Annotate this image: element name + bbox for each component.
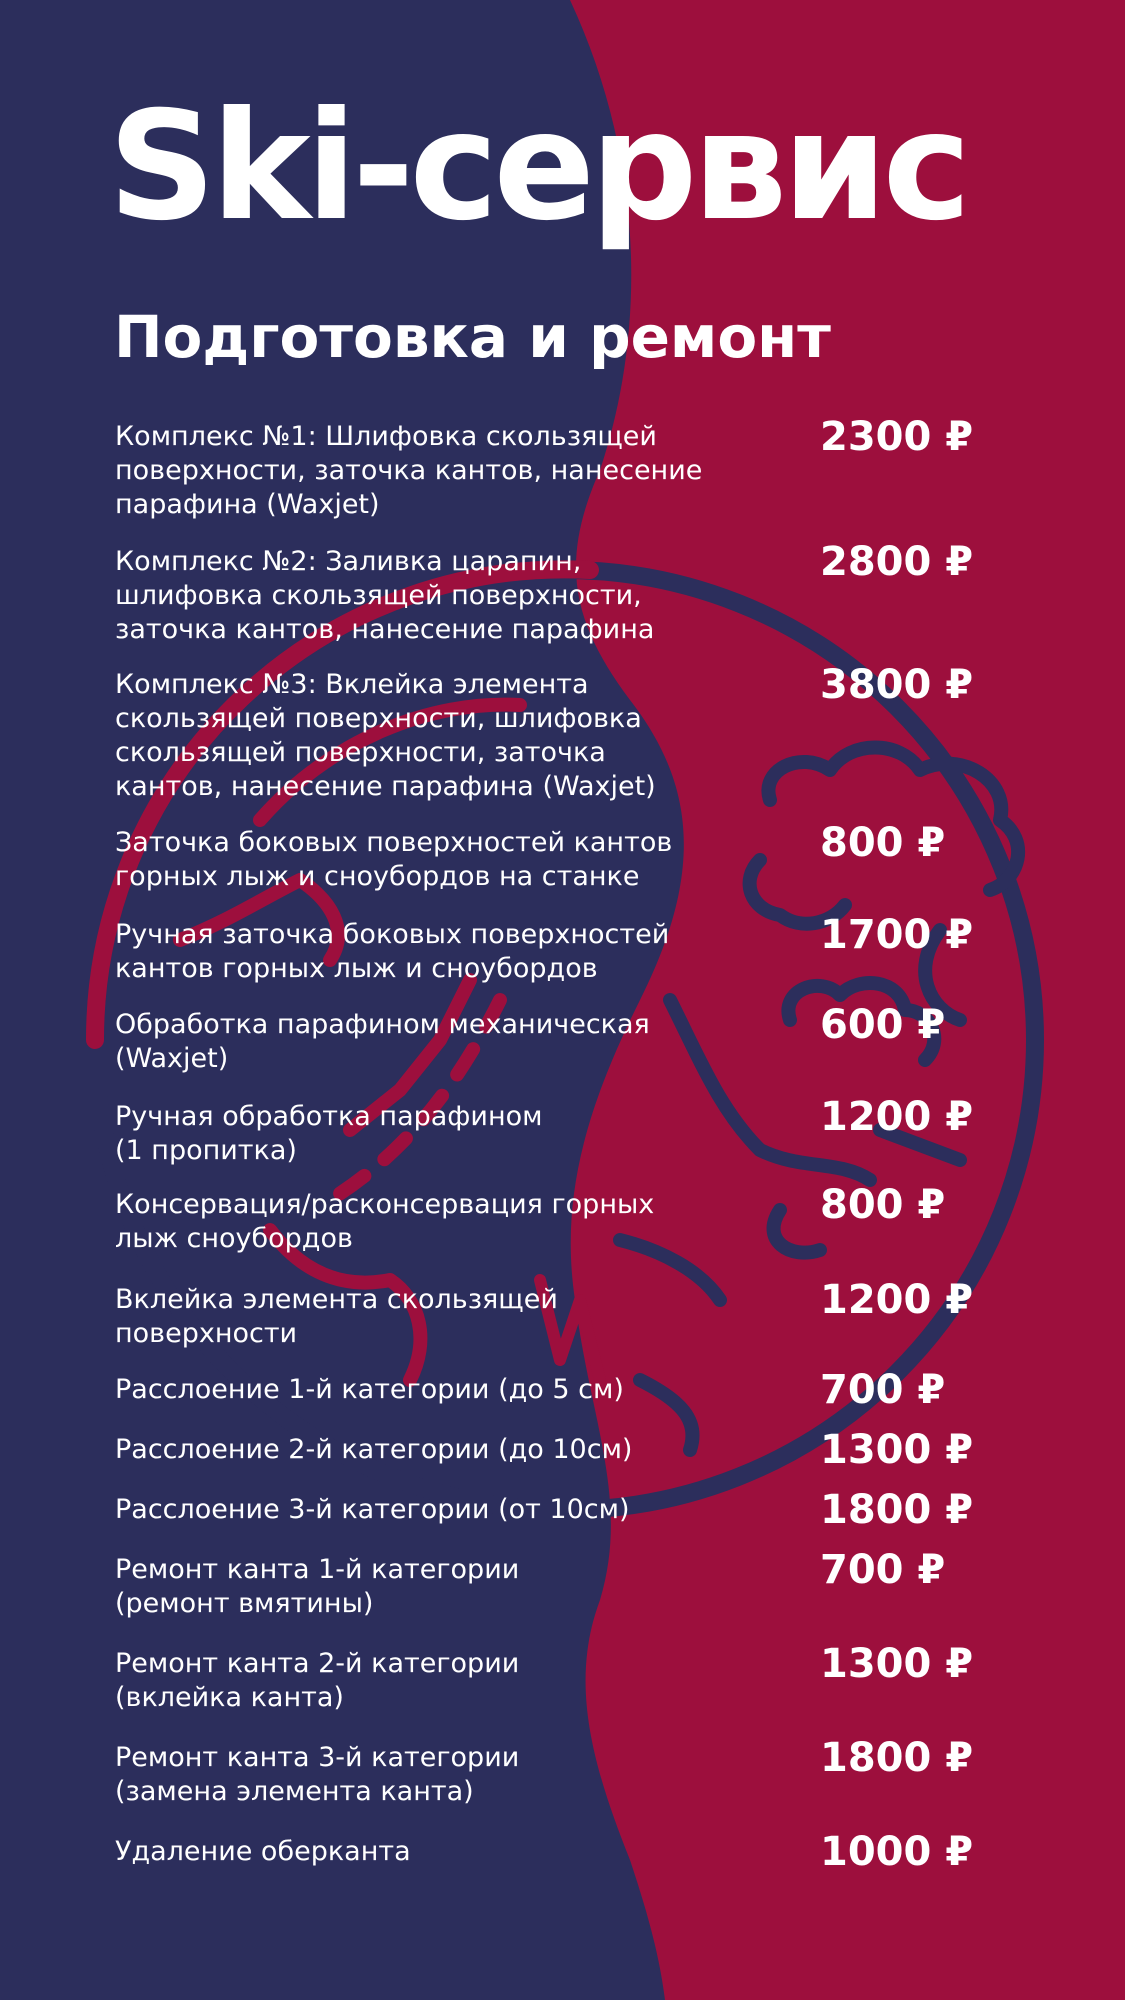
service-price: 1800 ₽ <box>820 1487 974 1533</box>
service-description: Ручная заточка боковых поверхностей кантов горных лыж и сноубордов <box>115 919 670 984</box>
service-price: 1800 ₽ <box>820 1735 974 1781</box>
service-description: Расслоение 2-й категории (до 10см) <box>115 1434 633 1465</box>
service-price: 3800 ₽ <box>820 662 974 708</box>
service-description: Комплекс №2: Заливка царапин, шлифовка скользящей поверхности, заточка кантов, нанесение парафина <box>115 546 655 645</box>
service-description: Заточка боковых поверхностей кантов горных лыж и сноубордов на станке <box>115 827 673 892</box>
service-description: Удаление оберканта <box>115 1836 411 1867</box>
service-description: Ремонт канта 2-й категории (вклейка канта) <box>115 1648 520 1713</box>
service-price: 1300 ₽ <box>820 1641 974 1687</box>
service-description: Обработка парафином механическая (Waxjet) <box>115 1009 650 1074</box>
service-price: 2800 ₽ <box>820 539 974 585</box>
service-description: Консервация/расконсервация горных лыж сноубордов <box>115 1189 655 1254</box>
service-description: Ремонт канта 3-й категории (замена элемента канта) <box>115 1742 520 1807</box>
service-price: 800 ₽ <box>820 820 946 866</box>
service-price: 1200 ₽ <box>820 1094 974 1140</box>
service-price: 800 ₽ <box>820 1182 946 1228</box>
section-subtitle: Подготовка и ремонт <box>114 303 831 371</box>
service-price: 1300 ₽ <box>820 1427 974 1473</box>
service-price: 1000 ₽ <box>820 1829 974 1875</box>
service-price: 600 ₽ <box>820 1002 946 1048</box>
service-description: Ремонт канта 1-й категории (ремонт вмятины) <box>115 1554 520 1619</box>
service-description: Комплекс №1: Шлифовка скользящей поверхности, заточка кантов, нанесение парафина (Waxjet) <box>115 421 703 520</box>
service-description: Вклейка элемента скользящей поверхности <box>115 1284 558 1349</box>
service-description: Ручная обработка парафином (1 пропитка) <box>115 1101 543 1166</box>
service-price: 1200 ₽ <box>820 1277 974 1323</box>
service-price: 2300 ₽ <box>820 414 974 460</box>
page-title: Ski-сервис <box>108 80 967 254</box>
service-description: Расслоение 3-й категории (от 10см) <box>115 1494 630 1525</box>
service-price: 1700 ₽ <box>820 912 974 958</box>
service-price: 700 ₽ <box>820 1547 946 1593</box>
service-description: Расслоение 1-й категории (до 5 см) <box>115 1374 624 1405</box>
service-description: Комплекс №3: Вклейка элемента скользящей поверхности, шлифовка скользящей поверхности, заточка кантов, нанесение парафина (Waxjet) <box>115 669 656 802</box>
service-price: 700 ₽ <box>820 1367 946 1413</box>
